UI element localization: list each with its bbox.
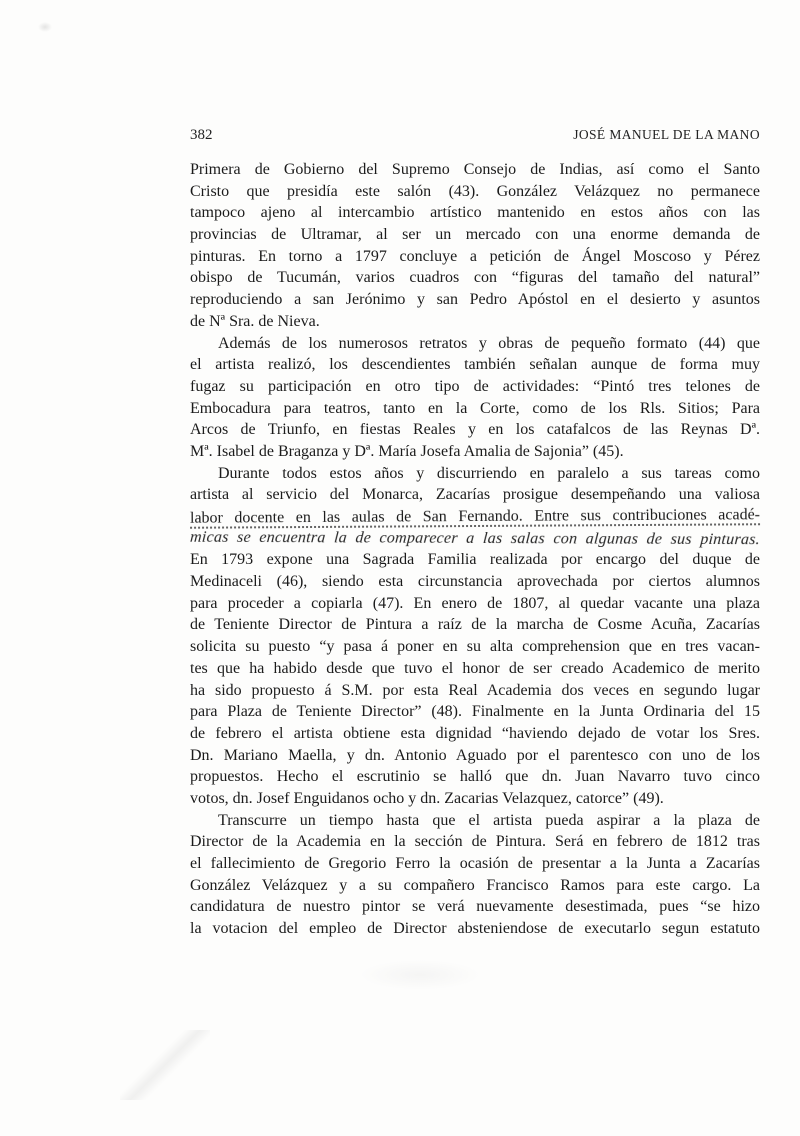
scan-artifact <box>360 960 480 990</box>
scan-artifact <box>38 22 52 32</box>
text-line: Mª. Isabel de Braganza y Dª. María Josefa Amalia de Sajonia” (45). <box>190 442 624 460</box>
text-line: micas se encuentra la de comparecer a las salas con algunas de sus pinturas. <box>189 528 761 548</box>
text-line: Transcurre un tiempo hasta que el artista pueda aspirar a la plaza de <box>218 811 760 829</box>
text-line: Arcos de Triunfo, en fiestas Reales y en los catafalcos de las Reynas Dª. <box>190 421 760 439</box>
text-line: reproduciendo a san Jerónimo y san Pedro Apóstol en el desierto y asuntos <box>190 291 760 309</box>
text-line: tes que ha habido desde que tuvo el honor de ser creado Academico de merito <box>190 659 760 677</box>
text-line: Director de la Academia en la sección de Pintura. Será en febrero de 1812 tras <box>190 833 760 851</box>
text-line: Medinaceli (46), siendo esta circunstancia aprovechada por ciertos alumnos <box>190 573 760 591</box>
page-header <box>190 127 760 144</box>
text-line: pinturas. En torno a 1797 concluye a petición de Ángel Moscoso y Pérez <box>190 247 760 265</box>
text-line: para proceder a copiarla (47). En enero de 1807, al quedar vacante una plaza <box>190 594 760 612</box>
text-line: de febrero el artista obtiene esta dignidad “haviendo dejado de votar los Sres. <box>190 724 760 742</box>
text-line: Primera de Gobierno del Supremo Consejo de Indias, así como el Santo <box>190 161 760 178</box>
text-line: votos, dn. Josef Enguidanos ocho y dn. Zacarias Velazquez, catorce” (49). <box>190 789 664 807</box>
text-line: Dn. Mariano Maella, y dn. Antonio Aguado por el parentesco con uno de los <box>190 746 760 764</box>
text-line: ha sido propuesto á S.M. por esta Real Academia dos veces en segundo lugar <box>190 681 760 699</box>
text-line: propuestos. Hecho el escrutinio se halló que dn. Juan Navarro tuvo cinco <box>190 768 760 786</box>
text-line: González Velázquez y a su compañero Francisco Ramos para este cargo. La <box>190 876 760 894</box>
text-line: provincias de Ultramar, al ser un mercado con una enorme demanda de <box>190 226 760 244</box>
text-line: tampoco ajeno al intercambio artístico mantenido en estos años con las <box>190 204 760 222</box>
text-line: para Plaza de Teniente Director” (48). Finalmente en la Junta Ordinaria del 15 <box>190 703 760 721</box>
text-line: candidatura de nuestro pintor se verá nuevamente desestimada, pues “se hizo <box>190 898 760 916</box>
text-line: obispo de Tucumán, varios cuadros con “figuras del tamaño del natural” <box>190 269 760 287</box>
text-line: Embocadura para teatros, tanto en la Corte, como de los Rls. Sitios; Para <box>190 399 760 417</box>
text-line: la votacion del empleo de Director absteniendose de executarlo segun estatuto <box>190 920 760 938</box>
text-line: En 1793 expone una Sagrada Familia realizada por encargo del duque de <box>190 551 760 569</box>
text-line: labor docente en las aulas de San Fernando. Entre sus contribuciones acadé- <box>189 506 761 527</box>
page-number: 382 <box>190 127 213 143</box>
running-header: JOSÉ MANUEL DE LA MANO <box>573 127 760 142</box>
text-line: de Teniente Director de Pintura a raíz de la marcha de Cosme Acuña, Zacarías <box>190 616 760 634</box>
text-line: fugaz su participación en otro tipo de actividades: “Pintó tres telones de <box>190 377 760 395</box>
text-line: de Nª Sra. de Nieva. <box>190 312 320 330</box>
text-line: Durante todos estos años y discurriendo en paralelo a sus tareas como <box>218 464 760 482</box>
text-line: artista al servicio del Monarca, Zacarías prosigue desempeñando una valiosa <box>190 486 760 504</box>
text-line: el fallecimiento de Gregorio Ferro la ocasión de presentar a la Junta a Zacarías <box>190 855 760 872</box>
text-line: Además de los numerosos retratos y obras de pequeño formato (44) que <box>218 334 760 352</box>
scan-artifact <box>120 1030 210 1100</box>
text-line: Cristo que presidía este salón (43). González Velázquez no permanece <box>190 182 760 200</box>
text-line: el artista realizó, los descendientes también señalan aunque de forma muy <box>190 356 760 374</box>
body-text <box>190 159 760 940</box>
text-line: solicita su puesto “y pasa á poner en su alta comprehension que en tres vacan- <box>190 638 760 656</box>
